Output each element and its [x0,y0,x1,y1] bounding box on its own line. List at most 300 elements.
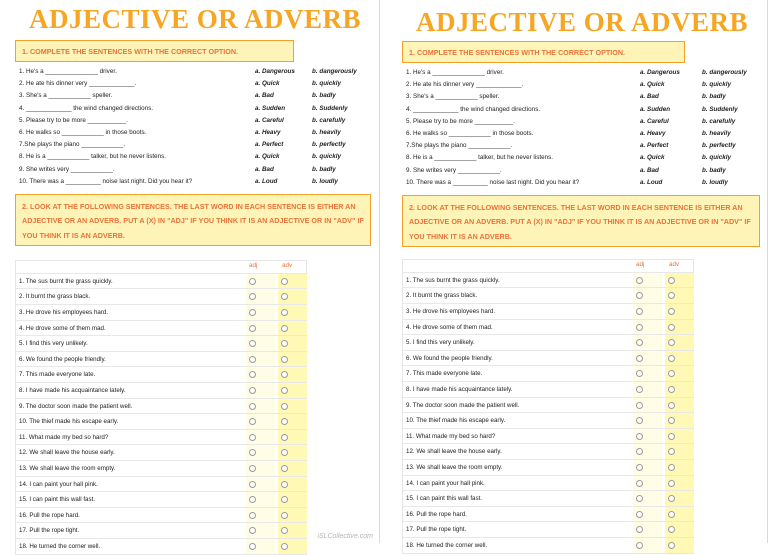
table-row [403,506,693,522]
adv-radio-button[interactable] [668,292,675,299]
row-sentence: 2. It burnt the grass black. [406,292,478,300]
adj-cell [633,273,662,288]
adj-radio-button[interactable] [249,371,256,378]
table-row [403,490,693,506]
row-sentence: 1. The sus burnt the grass quickly. [406,276,500,284]
option-b: b. loudly [312,177,338,185]
row-sentence: 15. I can paint this wall fast. [406,495,483,503]
sentence-text: 5. Please try to be more ___________. [19,116,128,124]
row-sentence: 2. It burnt the grass black. [19,293,91,301]
adj-radio-button[interactable] [249,465,256,472]
adj-cell [246,445,275,460]
column-adj-header: adj [249,261,258,269]
row-sentence: 8. I have made his acquaintance lately. [406,386,513,394]
adj-radio-button[interactable] [249,527,256,534]
adj-radio-button[interactable] [249,512,256,519]
adj-cell [633,460,662,475]
table-row [16,538,306,554]
option-b: b. dangerously [312,68,357,75]
adv-cell [665,444,694,459]
option-b: b. quickly [702,81,732,89]
option-a: a. Quick [640,81,665,89]
adv-radio-button[interactable] [668,277,675,284]
sentence-text: 3. She's a ____________ speller. [19,92,113,100]
option-a: a. Quick [255,80,280,88]
option-b: b. carefully [702,117,736,125]
row-sentence: 8. I have made his acquaintance lately. [19,387,126,395]
option-a: a. Loud [640,178,663,186]
adv-cell [665,538,694,553]
adj-radio-button[interactable] [636,417,643,424]
sentence-item [15,103,375,115]
option-b: b. loudly [702,178,728,186]
adv-cell [278,477,307,492]
adj-radio-button[interactable] [636,433,643,440]
row-sentence: 17. Pull the rope tight. [406,526,467,534]
adv-radio-button[interactable] [668,433,675,440]
column-adv-header: adv [282,261,293,269]
table-row [16,491,306,507]
row-sentence: 12. We shall leave the house early. [19,449,115,457]
adj-cell [246,336,275,351]
adv-radio-button[interactable] [281,543,288,550]
adv-cell [665,366,694,381]
row-sentence: 1. The sus burnt the grass quickly. [19,277,113,285]
adv-cell [665,382,694,397]
option-b: b. Suddenly [702,105,738,113]
row-sentence: 11. What made my bed so hard? [19,433,109,441]
adv-radio-button[interactable] [281,293,288,300]
option-b: b. badly [312,165,336,173]
adv-radio-button[interactable] [281,496,288,503]
option-b: b. Suddenly [312,104,348,112]
table-header [403,260,693,272]
adj-radio-button[interactable] [636,495,643,502]
table-row [403,334,693,350]
adj-cell [633,398,662,413]
adv-cell [665,491,694,506]
adv-cell [665,273,694,288]
table-row [16,398,306,414]
row-sentence: 16. Pull the rope hard. [406,510,467,518]
adj-cell [633,304,662,319]
adv-radio-button[interactable] [668,339,675,346]
table-row [16,444,306,460]
adj-cell [246,492,275,507]
adj-radio-button[interactable] [636,292,643,299]
adj-radio-button[interactable] [249,481,256,488]
sentence-item [15,115,375,127]
adj-radio-button[interactable] [249,496,256,503]
sentence-text: 1. He's a _______________ driver. [406,69,504,76]
adj-radio-button[interactable] [636,370,643,377]
adv-radio-button[interactable] [668,370,675,377]
adj-radio-button[interactable] [636,480,643,487]
adv-cell [665,507,694,522]
adj-cell [633,366,662,381]
adj-radio-button[interactable] [249,543,256,550]
adj-cell [633,522,662,537]
adv-cell [665,351,694,366]
adj-radio-button[interactable] [249,403,256,410]
adv-cell [278,321,307,336]
adv-radio-button[interactable] [281,418,288,425]
adv-radio-button[interactable] [668,511,675,518]
adj-cell [246,414,275,429]
adj-cell [246,321,275,336]
row-sentence: 15. I can paint this wall fast. [19,496,96,504]
adv-radio-button[interactable] [281,356,288,363]
adj-cell [246,539,275,554]
adj-cell [246,477,275,492]
adj-radio-button[interactable] [636,526,643,533]
adj-radio-button[interactable] [249,293,256,300]
adv-cell [665,476,694,491]
row-sentence: 18. He turned the corner well. [406,541,488,549]
section-1-heading: 1. COMPLETE THE SENTENCES WITH THE CORRECT OPTION. [402,41,685,63]
adv-radio-button[interactable] [281,403,288,410]
option-a: a. Dangerous [255,68,295,75]
sentence-text: 6. He walks so ____________ in those boots. [406,129,534,137]
row-sentence: 9. The doctor soon made the patient well. [19,402,133,410]
option-b: b. badly [702,93,726,101]
adj-cell [633,491,662,506]
table-row [403,459,693,475]
option-a: a. Bad [640,166,659,174]
section-2-instructions: 2. LOOK AT THE FOLLOWING SENTENCES. THE LAST WORD IN EACH SENTENCE IS EITHER AN ADJECTIVE OR AN ADVERB. PUT A (X) IN "ADJ" IF YOU THINK IT IS AN ADJECTIVE OR IN "ADV" IF YOU THINK IT IS AN ADVERB. [15,194,371,246]
table-header [16,261,306,273]
adj-radio-button[interactable] [249,325,256,332]
option-a: a. Bad [640,93,659,101]
adj-cell [246,352,275,367]
row-sentence: 4. He drove some of them mad. [19,324,106,332]
adv-cell [278,414,307,429]
adj-radio-button[interactable] [636,448,643,455]
page-title: ADJECTIVE OR ADVERB [415,7,749,37]
sentence-item [402,165,762,177]
sentence-text: 8. He is a ____________ talker, but he never listens. [19,153,167,161]
adv-cell [665,320,694,335]
adv-cell [278,289,307,304]
sentence-text: 8. He is a ____________ talker, but he never listens. [406,154,554,162]
adv-radio-button[interactable] [281,512,288,519]
adv-cell [665,335,694,350]
adj-cell [633,538,662,553]
sentence-text: 4. _____________ the wind changed directions. [19,104,154,112]
sentence-item [15,151,375,163]
worksheet-page-right [386,0,768,549]
sentence-item [15,176,375,188]
sentence-item [402,152,762,164]
table-row [403,428,693,444]
sentence-text: 4. _____________ the wind changed directions. [406,105,541,113]
adv-cell [665,288,694,303]
row-sentence: 7. This made everyone late. [19,371,96,379]
adj-radio-button[interactable] [636,324,643,331]
worksheet-page-left [0,0,380,550]
option-a: a. Careful [640,117,669,125]
sentence-item [402,140,762,152]
option-b: b. quickly [312,80,342,88]
sentence-item [15,66,375,78]
option-a: a. Bad [255,165,274,173]
adv-radio-button[interactable] [281,465,288,472]
sentence-item [402,177,762,189]
option-a: a. Perfect [640,142,669,150]
option-a: a. Careful [255,116,284,124]
adv-radio-button[interactable] [281,387,288,394]
adj-radio-button[interactable] [249,418,256,425]
adj-adv-table [15,260,307,555]
adv-cell [278,430,307,445]
sentence-item [15,164,375,176]
option-b: b. heavily [312,128,341,136]
sentence-item [15,139,375,151]
adj-cell [633,507,662,522]
adv-cell [278,305,307,320]
column-adj-header: adj [636,260,645,268]
adj-radio-button[interactable] [249,340,256,347]
adv-radio-button[interactable] [668,448,675,455]
row-sentence: 10. The thief made his escape early. [19,418,119,426]
row-sentence: 7. This made everyone late. [406,370,483,378]
option-b: b. quickly [702,154,732,162]
adj-radio-button[interactable] [636,511,643,518]
sentence-list [15,66,375,188]
table-row [16,304,306,320]
table-row [16,366,306,382]
adj-radio-button[interactable] [636,355,643,362]
adj-cell [246,305,275,320]
sentence-text: 5. Please try to be more ___________. [406,117,515,125]
adj-radio-button[interactable] [636,402,643,409]
option-a: a. Sudden [255,104,286,112]
adj-cell [246,508,275,523]
adv-cell [278,274,307,289]
adj-cell [633,351,662,366]
adv-cell [665,398,694,413]
adv-radio-button[interactable] [668,355,675,362]
sentence-text: 7.She plays the piano ____________. [19,141,126,149]
adv-cell [278,336,307,351]
table-row [403,412,693,428]
table-row [16,382,306,398]
adj-radio-button[interactable] [249,356,256,363]
page-content [402,0,762,554]
adj-cell [246,289,275,304]
row-sentence: 6. We found the people friendly. [19,355,106,363]
option-a: a. Dangerous [640,69,680,76]
column-adv-header: adv [669,260,680,268]
adj-cell [246,430,275,445]
adj-cell [633,476,662,491]
table-row [403,319,693,335]
row-sentence: 11. What made my bed so hard? [406,432,496,440]
adj-cell [246,523,275,538]
option-a: a. Sudden [640,105,671,113]
option-b: b. perfectly [312,141,346,149]
option-b: b. badly [702,166,726,174]
adv-radio-button[interactable] [668,464,675,471]
table-row [403,475,693,491]
adv-radio-button[interactable] [668,308,675,315]
table-row [403,443,693,459]
adv-cell [278,508,307,523]
option-b: b. quickly [312,153,342,161]
row-sentence: 3. He drove his employees hard. [19,309,109,317]
adj-cell [633,429,662,444]
adj-radio-button[interactable] [249,309,256,316]
adv-radio-button[interactable] [668,526,675,533]
table-row [403,521,693,537]
row-sentence: 9. The doctor soon made the patient well. [406,401,520,409]
sentence-text: 6. He walks so ____________ in those boots. [19,128,147,136]
sentence-item [402,67,762,79]
sentence-text: 2. He ate his dinner very _____________. [406,81,524,89]
option-a: a. Quick [255,153,280,161]
sentence-text: 9. She writes very ____________. [19,165,115,173]
adj-cell [246,274,275,289]
table-row [403,350,693,366]
option-b: b. dangerously [702,69,747,76]
adv-radio-button[interactable] [281,371,288,378]
row-sentence: 17. Pull the rope tight. [19,527,80,535]
table-row [403,537,693,553]
table-row [403,397,693,413]
adj-radio-button[interactable] [636,464,643,471]
table-row [16,288,306,304]
adv-radio-button[interactable] [668,402,675,409]
adj-cell [246,461,275,476]
page-title: ADJECTIVE OR ADVERB [28,4,362,34]
adv-cell [278,399,307,414]
adj-radio-button[interactable] [249,449,256,456]
sentence-item [402,128,762,140]
adv-cell [278,383,307,398]
adj-cell [633,382,662,397]
row-sentence: 16. Pull the rope hard. [19,511,80,519]
adv-radio-button[interactable] [668,386,675,393]
adv-radio-button[interactable] [281,449,288,456]
section-2-instructions: 2. LOOK AT THE FOLLOWING SENTENCES. THE LAST WORD IN EACH SENTENCE IS EITHER AN ADJECTIVE OR AN ADVERB. PUT A (X) IN "ADJ" IF YOU THINK IT IS AN ADJECTIVE OR IN "ADV" IF YOU THINK IT IS AN ADVERB. [402,195,760,247]
adj-radio-button[interactable] [636,386,643,393]
adj-radio-button[interactable] [636,308,643,315]
row-sentence: 12. We shall leave the house early. [406,448,502,456]
adj-cell [246,383,275,398]
adj-radio-button[interactable] [636,542,643,549]
row-sentence: 13. We shall leave the room empty. [19,465,116,472]
sentence-text: 3. She's a ____________ speller. [406,93,500,101]
adv-cell [278,445,307,460]
adv-cell [665,522,694,537]
sentence-text: 7.She plays the piano ____________. [406,142,513,150]
sentence-text: 2. He ate his dinner very _____________. [19,80,137,88]
adv-cell [278,539,307,554]
adv-cell [665,413,694,428]
adv-radio-button[interactable] [281,481,288,488]
sentence-item [402,91,762,103]
adv-radio-button[interactable] [281,325,288,332]
option-a: a. Loud [255,177,278,185]
table-row [16,413,306,429]
section-1-heading: 1. COMPLETE THE SENTENCES WITH THE CORRECT OPTION. [15,40,294,62]
adv-cell [278,367,307,382]
option-a: a. Bad [255,92,274,100]
sentence-item [402,104,762,116]
sentence-text: 10. There was a __________ noise last night. Did you hear it? [406,178,580,186]
adv-cell [278,492,307,507]
adj-radio-button[interactable] [249,434,256,441]
table-row [16,476,306,492]
adv-cell [278,523,307,538]
table-row [16,429,306,445]
table-row [403,287,693,303]
adv-radio-button[interactable] [281,434,288,441]
adj-adv-table [402,259,694,554]
sentence-text: 1. He's a _______________ driver. [19,68,117,75]
adv-cell [665,304,694,319]
row-sentence: 14. I can paint your hall pink. [406,479,485,487]
sentence-list [402,67,762,189]
adj-cell [246,367,275,382]
table-row [16,320,306,336]
adv-radio-button[interactable] [281,527,288,534]
option-a: a. Quick [640,154,665,162]
option-a: a. Heavy [255,128,281,136]
table-row [403,272,693,288]
table-row [16,273,306,289]
adv-radio-button[interactable] [281,340,288,347]
row-sentence: 4. He drove some of them mad. [406,323,493,331]
adv-radio-button[interactable] [668,480,675,487]
adj-radio-button[interactable] [636,339,643,346]
row-sentence: 6. We found the people friendly. [406,354,493,362]
adv-radio-button[interactable] [281,278,288,285]
page-content [15,0,375,555]
adj-cell [633,335,662,350]
table-row [403,303,693,319]
sentence-item [402,116,762,128]
adv-radio-button[interactable] [668,495,675,502]
adj-cell [633,288,662,303]
adj-radio-button[interactable] [249,387,256,394]
adj-cell [246,399,275,414]
adj-radio-button[interactable] [249,278,256,285]
sentence-text: 9. She writes very ____________. [406,166,502,174]
row-sentence: 10. The thief made his escape early. [406,417,506,425]
adj-cell [633,320,662,335]
row-sentence: 5. I find this very unlikely. [19,340,88,348]
watermark: iSLCollective.com [317,533,373,540]
option-b: b. badly [312,92,336,100]
table-row [403,381,693,397]
adj-radio-button[interactable] [636,277,643,284]
adv-radio-button[interactable] [668,542,675,549]
adv-radio-button[interactable] [281,309,288,316]
table-row [16,351,306,367]
row-sentence: 5. I find this very unlikely. [406,339,475,347]
table-row [403,365,693,381]
adv-radio-button[interactable] [668,324,675,331]
sentence-item [15,90,375,102]
adj-cell [633,444,662,459]
row-sentence: 3. He drove his employees hard. [406,308,496,316]
adv-radio-button[interactable] [668,417,675,424]
sentence-item [15,127,375,139]
table-row [16,460,306,476]
row-sentence: 14. I can paint your hall pink. [19,480,98,488]
adv-cell [278,352,307,367]
